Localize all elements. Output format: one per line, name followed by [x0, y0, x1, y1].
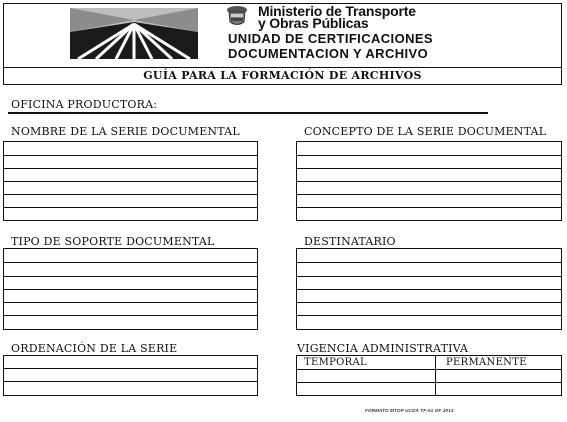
- vigencia-row[interactable]: [297, 383, 561, 395]
- destinatario-label: DESTINATARIO: [304, 235, 396, 248]
- vigencia-header-row: [297, 356, 561, 370]
- ordenacion-serie-grid[interactable]: [3, 355, 258, 396]
- tipo-soporte-label: TIPO DE SOPORTE DOCUMENTAL: [11, 235, 215, 248]
- permanente-header: PERMANENTE: [446, 357, 527, 368]
- tipo-soporte-grid[interactable]: [3, 248, 258, 330]
- oficina-productora-line[interactable]: [8, 112, 488, 114]
- document-title: GUÍA PARA LA FORMACIÓN DE ARCHIVOS: [3, 68, 562, 85]
- concepto-serie-label: CONCEPTO DE LA SERIE DOCUMENTAL: [304, 125, 547, 138]
- vigencia-row[interactable]: [297, 370, 561, 383]
- unit-line-2: DOCUMENTACION Y ARCHIVO: [228, 46, 429, 61]
- ministry-logo-icon: [68, 6, 200, 61]
- nombre-serie-label: NOMBRE DE LA SERIE DOCUMENTAL: [11, 125, 240, 138]
- form-code: FORMATO MTOP UCDA TF-01 OF 2013: [365, 408, 454, 413]
- ministry-name: [258, 5, 416, 29]
- unit-line-1: UNIDAD DE CERTIFICACIONES: [228, 31, 434, 46]
- oficina-productora-label: OFICINA PRODUCTORA:: [11, 98, 158, 111]
- coat-of-arms-icon: [222, 4, 252, 28]
- concepto-serie-grid[interactable]: [296, 141, 562, 221]
- nombre-serie-grid[interactable]: [3, 141, 258, 221]
- vigencia-grid[interactable]: [296, 355, 562, 396]
- temporal-header: TEMPORAL: [297, 356, 436, 369]
- ministry-line-1: Ministerio de Transporte: [258, 3, 416, 19]
- ordenacion-serie-label: ORDENACIÓN DE LA SERIE: [11, 342, 178, 355]
- destinatario-grid[interactable]: [296, 248, 562, 330]
- vigencia-label: VIGENCIA ADMINISTRATIVA: [297, 342, 469, 355]
- unit-name: [228, 31, 433, 61]
- ministry-line-2: y Obras Públicas: [258, 15, 369, 31]
